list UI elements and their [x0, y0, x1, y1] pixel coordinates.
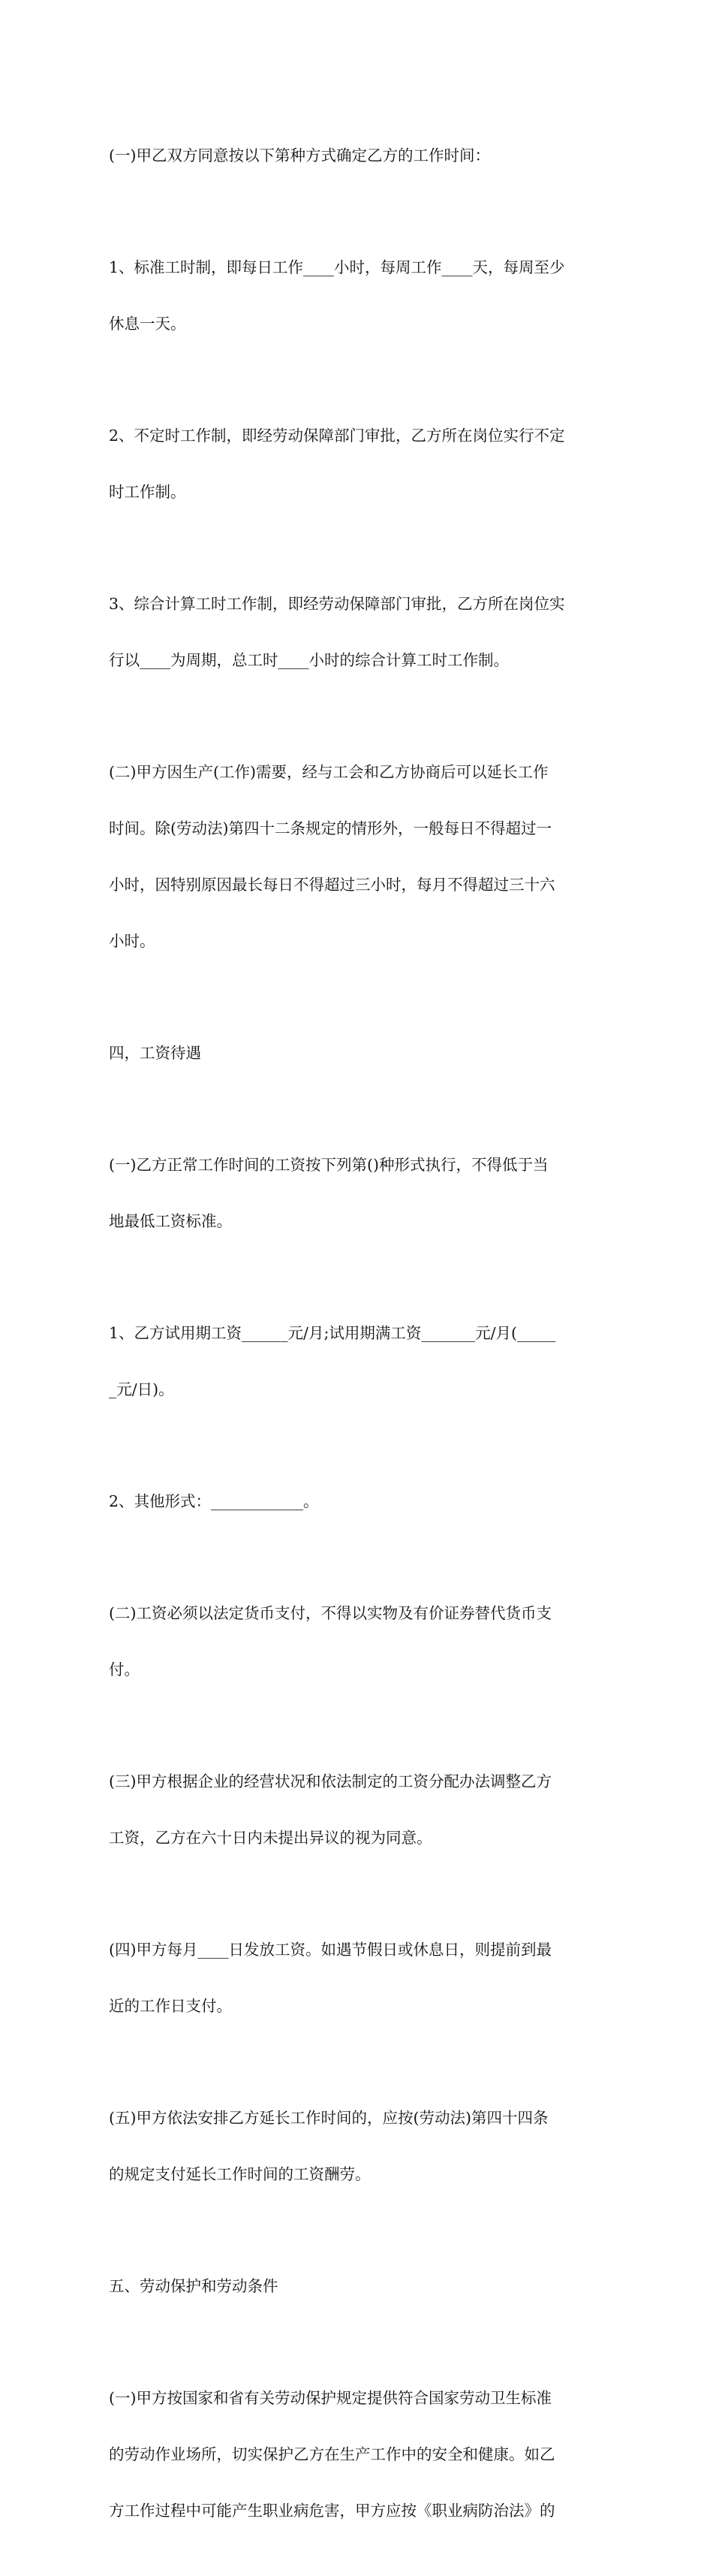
text-line: (一)乙方正常工作时间的工资按下列第()种形式执行，不得低于当	[109, 1156, 549, 1174]
text-line: (四)甲方每月____日发放工资。如遇节假日或休息日，则提前到最	[109, 1941, 552, 1959]
section-heading-labor-protection	[109, 2240, 612, 2333]
text-line: 方工作过程中可能产生职业病危害，甲方应按《职业病防治法》的	[109, 2502, 555, 2520]
text-line: 行以____为周期，总工时____小时的综合计算工时工作制。	[109, 651, 509, 669]
paragraph-wage-form	[109, 1118, 612, 1268]
text-line: 2、不定时工作制，即经劳动保障部门审批，乙方所在岗位实行不定	[109, 427, 565, 445]
paragraph-safety-workplace	[109, 2351, 612, 2558]
paragraph-payday	[109, 1903, 612, 2053]
text-line: 小时。	[109, 932, 155, 950]
text-line: 四，工资待遇	[109, 1044, 201, 1062]
section-heading-wages	[109, 1006, 612, 1100]
text-line: 的劳动作业场所，切实保护乙方在生产工作中的安全和健康。如乙	[109, 2445, 555, 2463]
paragraph-legal-currency	[109, 1567, 612, 1717]
text-line: 1、标准工时制，即每日工作____小时，每周工作____天，每周至少	[109, 258, 565, 276]
text-line: 2、其他形式：____________。	[109, 1492, 319, 1510]
text-line: (二)甲方因生产(工作)需要，经与工会和乙方协商后可以延长工作	[109, 763, 549, 781]
text-line: (一)甲方按国家和省有关劳动保护规定提供符合国家劳动卫生标准	[109, 2389, 552, 2407]
text-line: 付。	[109, 1661, 140, 1679]
paragraph-flexible-hours	[109, 389, 612, 539]
text-line: (三)甲方根据企业的经营状况和依法制定的工资分配办法调整乙方	[109, 1772, 552, 1790]
paragraph-overtime-pay	[109, 2071, 612, 2222]
text-line: (一)甲乙双方同意按以下第种方式确定乙方的工作时间：	[109, 146, 490, 164]
text-line: 地最低工资标准。	[109, 1212, 232, 1230]
text-line: 休息一天。	[109, 315, 186, 333]
paragraph-work-hours-method	[109, 109, 612, 203]
text-line: 五、劳动保护和劳动条件	[109, 2277, 278, 2295]
text-line: 3、综合计算工时工作制，即经劳动保障部门审批，乙方所在岗位实	[109, 595, 565, 613]
text-line: 1、乙方试用期工资______元/月;试用期满工资_______元/月(_____	[109, 1324, 556, 1342]
text-line: 近的工作日支付。	[109, 1997, 232, 2015]
text-line: (五)甲方依法安排乙方延长工作时间的，应按(劳动法)第四十四条	[109, 2109, 549, 2127]
text-line: _元/日)。	[109, 1380, 174, 1398]
text-line: (二)工资必须以法定货币支付，不得以实物及有价证券替代货币支	[109, 1604, 552, 1622]
text-line: 时工作制。	[109, 483, 186, 501]
paragraph-standard-hours	[109, 221, 612, 371]
paragraph-overtime	[109, 725, 612, 988]
paragraph-comprehensive-hours	[109, 557, 612, 707]
document-body	[109, 109, 612, 2576]
text-line: 的规定支付延长工作时间的工资酬劳。	[109, 2165, 371, 2183]
paragraph-probation-wage	[109, 1286, 612, 1437]
paragraph-other-form	[109, 1455, 612, 1549]
text-line: 小时，因特别原因最长每日不得超过三小时，每月不得超过三十六	[109, 876, 555, 894]
text-line: 时间。除(劳动法)第四十二条规定的情形外，一般每日不得超过一	[109, 819, 552, 837]
paragraph-wage-adjustment	[109, 1735, 612, 1885]
text-line: 工资，乙方在六十日内未提出异议的视为同意。	[109, 1829, 432, 1847]
